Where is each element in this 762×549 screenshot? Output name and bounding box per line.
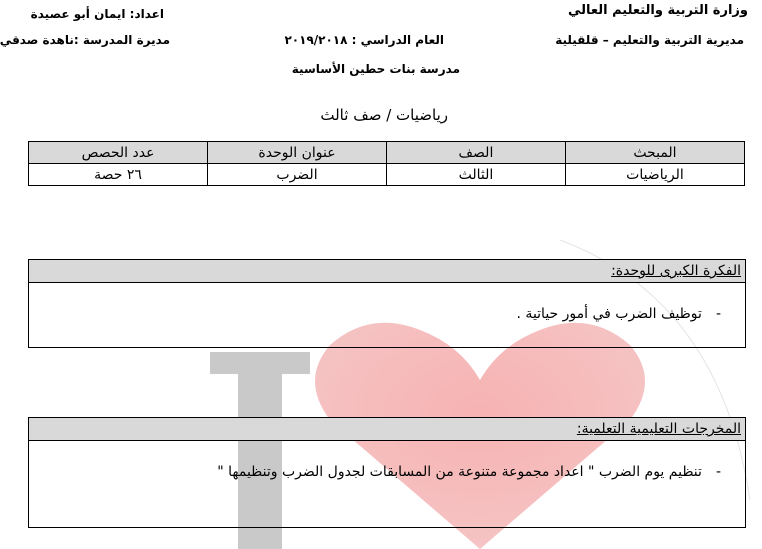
table-header-cell: الصف — [386, 142, 565, 164]
outcomes-heading: المخرجات التعليمية التعلمية: — [29, 418, 745, 441]
outcomes-section — [28, 417, 746, 528]
ministry-name: وزارة التربية والتعليم العالي — [567, 3, 748, 18]
table-header-cell: عنوان الوحدة — [208, 142, 387, 164]
table-row — [29, 164, 745, 186]
directorate-name: مديرية التربية والتعليم – قلقيلية — [555, 33, 744, 47]
bullet-dash: - — [715, 306, 721, 322]
principal-name: مديرة المدرسة :ناهدة صدقي — [0, 33, 170, 47]
table-header-cell: عدد الحصص — [29, 142, 208, 164]
table-cell: الرياضيات — [565, 164, 744, 186]
bullet-dash: - — [715, 464, 721, 480]
big-idea-item — [517, 306, 721, 322]
unit-info-table — [28, 141, 745, 186]
school-name: مدرسة بنات حطين الأساسية — [291, 62, 460, 76]
table-cell: الضرب — [208, 164, 387, 186]
outcomes-text: تنظيم يوم الضرب " اعداد مجموعة متنوعة من المسابقات لجدول الضرب وتنظيمها " — [217, 464, 702, 480]
page-subtitle: رياضيات / صف ثالث — [320, 106, 448, 124]
big-idea-section — [28, 259, 746, 348]
big-idea-heading: الفكرة الكبرى للوحدة: — [29, 260, 745, 283]
table-header-cell: المبحث — [565, 142, 744, 164]
outcomes-item — [217, 464, 721, 480]
table-cell: ٢٦ حصة — [29, 164, 208, 186]
academic-year: العام الدراسي : ٢٠١٩/٢٠١٨ — [284, 33, 444, 47]
table-cell: الثالث — [386, 164, 565, 186]
big-idea-text: توظيف الضرب في أمور حياتية . — [516, 306, 702, 322]
table-header-row — [29, 142, 745, 164]
prepared-by: اعداد: ايمان أبو عصيدة — [30, 7, 164, 21]
